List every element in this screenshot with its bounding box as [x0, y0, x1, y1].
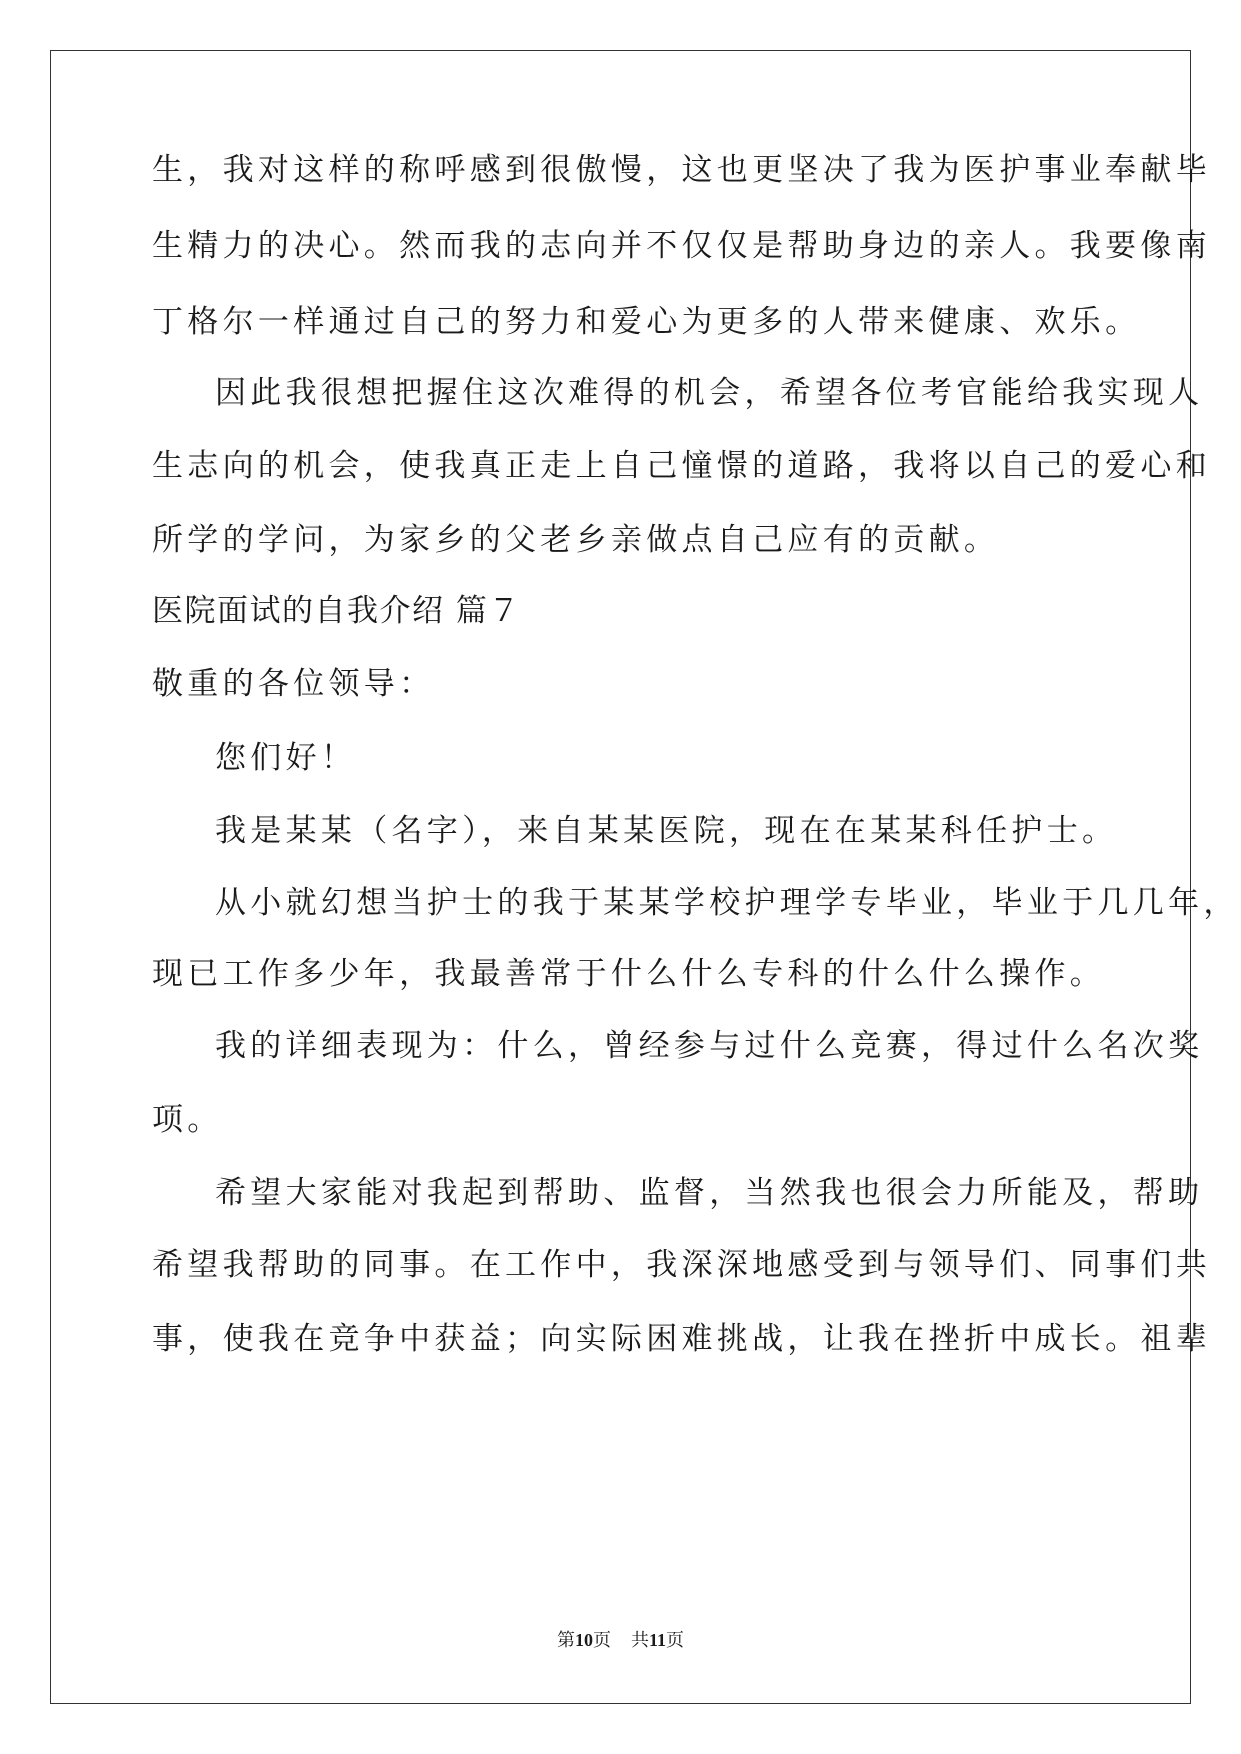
text-line: 希望我帮助的同事。在工作中，我深深地感受到与领导们、同事们共: [152, 1247, 1211, 1283]
text-line: 丁格尔一样通过自己的努力和爱心为更多的人带来健康、欢乐。: [152, 304, 1141, 340]
text-line: 生精力的决心。然而我的志向并不仅仅是帮助身边的亲人。我要像南: [152, 228, 1211, 264]
page-prefix: 第: [556, 1630, 575, 1651]
text-line: 所学的学问，为家乡的父老乡亲做点自己应有的贡献。: [152, 522, 1000, 558]
text-line: 因此我很想把握住这次难得的机会，希望各位考官能给我实现人: [215, 375, 1204, 411]
salutation: 敬重的各位领导：: [152, 666, 435, 702]
page-suffix: 页: [592, 1630, 611, 1651]
text-line: 项。: [152, 1102, 223, 1138]
text-line: 现已工作多少年，我最善常于什么什么专科的什么什么操作。: [152, 956, 1106, 992]
text-line: 希望大家能对我起到帮助、监督，当然我也很会力所能及，帮助: [215, 1175, 1204, 1211]
section-heading: 医院面试的自我介绍 篇７: [152, 593, 521, 629]
page-number: 10: [574, 1630, 593, 1650]
text-line: 生，我对这样的称呼感到很傲慢，这也更坚决了我为医护事业奉献毕: [152, 152, 1211, 188]
text-line: 生志向的机会，使我真正走上自己憧憬的道路，我将以自己的爱心和: [152, 448, 1211, 484]
text-line: 从小就幻想当护士的我于某某学校护理学专毕业，毕业于几几年，: [215, 885, 1239, 921]
greeting: 您们好！: [215, 740, 357, 776]
text-line: 我是某某（名字），来自某某医院，现在在某某科任护士。: [215, 813, 1118, 849]
total-pages: 11: [648, 1630, 666, 1650]
text-line: 我的详细表现为：什么，曾经参与过什么竞赛，得过什么名次奖: [215, 1028, 1204, 1064]
total-suffix: 页: [666, 1630, 684, 1651]
text-line: 事，使我在竞争中获益；向实际困难挑战，让我在挫折中成长。祖辈: [152, 1321, 1211, 1357]
page-border: [50, 50, 1191, 1704]
page-footer: [0, 1628, 1241, 1653]
total-prefix: 共: [630, 1630, 649, 1651]
